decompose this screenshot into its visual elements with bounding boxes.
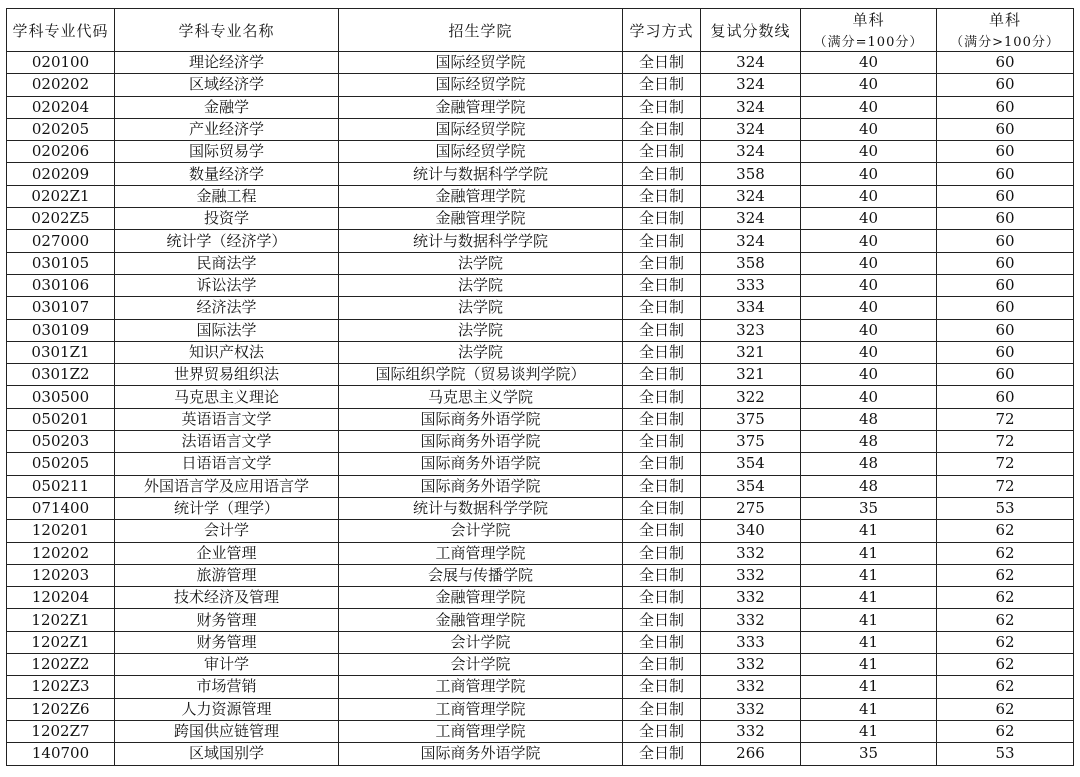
cell-single-a: 40 [801,230,937,252]
cell-single-b: 60 [937,274,1074,296]
cell-single-b: 53 [937,743,1074,765]
cell-code: 120201 [7,520,115,542]
cell-single-a: 40 [801,274,937,296]
cell-single-b: 62 [937,520,1074,542]
cell-name: 知识产权法 [115,341,339,363]
cell-name: 审计学 [115,654,339,676]
table-row [7,475,1074,497]
cell-college: 金融管理学院 [339,609,623,631]
cell-single-b: 72 [937,408,1074,430]
cell-name: 财务管理 [115,609,339,631]
table-header [7,9,1074,52]
cell-mode: 全日制 [623,475,701,497]
table-row [7,609,1074,631]
cell-code: 030109 [7,319,115,341]
cell-code: 020209 [7,163,115,185]
cell-single-b: 62 [937,587,1074,609]
cell-name: 英语语言文学 [115,408,339,430]
cell-college: 马克思主义学院 [339,386,623,408]
cell-single-b: 72 [937,453,1074,475]
table-row [7,408,1074,430]
cell-college: 会计学院 [339,520,623,542]
cell-single-a: 41 [801,676,937,698]
cell-code: 140700 [7,743,115,765]
cell-single-a: 40 [801,185,937,207]
cell-name: 技术经济及管理 [115,587,339,609]
cell-single-b: 62 [937,631,1074,653]
cell-single-b: 62 [937,609,1074,631]
cell-total: 333 [701,631,801,653]
cell-college: 金融管理学院 [339,208,623,230]
cell-code: 120204 [7,587,115,609]
cell-single-b: 60 [937,141,1074,163]
cell-name: 统计学（理学） [115,497,339,519]
cell-total: 332 [701,654,801,676]
header-single-b-note: （满分>100分） [937,31,1074,52]
cell-mode: 全日制 [623,676,701,698]
cell-code: 1202Z3 [7,676,115,698]
cell-single-a: 41 [801,542,937,564]
cell-single-a: 41 [801,564,937,586]
cell-total: 354 [701,475,801,497]
cell-single-a: 40 [801,52,937,74]
cell-name: 马克思主义理论 [115,386,339,408]
cell-total: 324 [701,230,801,252]
cell-name: 统计学（经济学） [115,230,339,252]
cell-code: 1202Z2 [7,654,115,676]
header-name: 学科专业名称 [115,9,339,52]
cell-single-a: 48 [801,408,937,430]
cell-mode: 全日制 [623,720,701,742]
cell-college: 会计学院 [339,654,623,676]
table-row [7,52,1074,74]
cell-mode: 全日制 [623,453,701,475]
cell-college: 统计与数据科学学院 [339,163,623,185]
table-row [7,163,1074,185]
cell-college: 法学院 [339,319,623,341]
cell-single-a: 41 [801,631,937,653]
cell-mode: 全日制 [623,609,701,631]
cell-single-a: 40 [801,319,937,341]
cell-total: 324 [701,141,801,163]
cell-college: 国际商务外语学院 [339,431,623,453]
header-total: 复试分数线 [701,9,801,52]
cell-total: 334 [701,297,801,319]
cell-single-a: 41 [801,520,937,542]
cell-college: 法学院 [339,297,623,319]
cell-mode: 全日制 [623,341,701,363]
cell-total: 324 [701,185,801,207]
cell-single-b: 60 [937,341,1074,363]
cell-mode: 全日制 [623,74,701,96]
cell-name: 旅游管理 [115,564,339,586]
table-row [7,185,1074,207]
cell-mode: 全日制 [623,163,701,185]
cell-mode: 全日制 [623,564,701,586]
cell-single-a: 41 [801,609,937,631]
cell-single-a: 35 [801,497,937,519]
cell-mode: 全日制 [623,542,701,564]
cell-code: 027000 [7,230,115,252]
cell-name: 民商法学 [115,252,339,274]
table-row [7,564,1074,586]
cell-total: 322 [701,386,801,408]
cell-mode: 全日制 [623,118,701,140]
cell-mode: 全日制 [623,52,701,74]
header-college: 招生学院 [339,9,623,52]
cell-name: 国际法学 [115,319,339,341]
cell-college: 工商管理学院 [339,698,623,720]
cell-single-b: 60 [937,74,1074,96]
cell-single-a: 40 [801,252,937,274]
cell-name: 诉讼法学 [115,274,339,296]
cell-mode: 全日制 [623,297,701,319]
cell-college: 法学院 [339,274,623,296]
cell-total: 332 [701,609,801,631]
cell-single-a: 35 [801,743,937,765]
cell-total: 324 [701,118,801,140]
table-row [7,74,1074,96]
cell-total: 332 [701,676,801,698]
cell-mode: 全日制 [623,497,701,519]
cell-single-b: 60 [937,230,1074,252]
cell-single-b: 62 [937,698,1074,720]
cell-single-b: 60 [937,185,1074,207]
cell-name: 金融工程 [115,185,339,207]
cell-mode: 全日制 [623,230,701,252]
cell-mode: 全日制 [623,631,701,653]
cell-total: 266 [701,743,801,765]
cell-single-b: 60 [937,52,1074,74]
cell-code: 020202 [7,74,115,96]
cell-single-b: 60 [937,163,1074,185]
cell-total: 358 [701,252,801,274]
cell-single-a: 48 [801,475,937,497]
header-mode: 学习方式 [623,9,701,52]
cell-code: 030500 [7,386,115,408]
cell-single-b: 72 [937,475,1074,497]
cell-single-a: 40 [801,297,937,319]
cell-college: 国际商务外语学院 [339,453,623,475]
cell-total: 332 [701,542,801,564]
cell-single-b: 62 [937,654,1074,676]
cell-single-a: 40 [801,74,937,96]
cell-single-a: 40 [801,341,937,363]
table-row [7,631,1074,653]
cell-college: 国际商务外语学院 [339,408,623,430]
cell-total: 333 [701,274,801,296]
header-code: 学科专业代码 [7,9,115,52]
table-row [7,364,1074,386]
cell-college: 国际经贸学院 [339,52,623,74]
cell-single-a: 41 [801,698,937,720]
cell-mode: 全日制 [623,654,701,676]
cell-mode: 全日制 [623,319,701,341]
cell-code: 071400 [7,497,115,519]
cell-college: 工商管理学院 [339,720,623,742]
cell-college: 统计与数据科学学院 [339,230,623,252]
cell-single-a: 40 [801,364,937,386]
cell-name: 金融学 [115,96,339,118]
cell-code: 050211 [7,475,115,497]
cell-single-b: 60 [937,118,1074,140]
cell-name: 区域经济学 [115,74,339,96]
cell-name: 日语语言文学 [115,453,339,475]
cell-total: 275 [701,497,801,519]
table-row [7,698,1074,720]
cell-single-b: 60 [937,208,1074,230]
cell-code: 030105 [7,252,115,274]
table-row [7,542,1074,564]
cell-college: 国际组织学院（贸易谈判学院） [339,364,623,386]
cell-single-a: 41 [801,587,937,609]
cell-mode: 全日制 [623,743,701,765]
cell-total: 324 [701,208,801,230]
cell-name: 数量经济学 [115,163,339,185]
cell-single-b: 60 [937,319,1074,341]
cell-code: 1202Z6 [7,698,115,720]
cell-single-b: 72 [937,431,1074,453]
cell-code: 1202Z7 [7,720,115,742]
table-row [7,341,1074,363]
cell-mode: 全日制 [623,520,701,542]
cell-college: 法学院 [339,252,623,274]
cell-single-a: 41 [801,720,937,742]
cell-single-a: 40 [801,96,937,118]
cell-name: 企业管理 [115,542,339,564]
table-row [7,141,1074,163]
cell-code: 050201 [7,408,115,430]
cell-single-b: 62 [937,720,1074,742]
table-row [7,720,1074,742]
cell-code: 1202Z1 [7,609,115,631]
cell-total: 354 [701,453,801,475]
cell-code: 050203 [7,431,115,453]
cell-total: 323 [701,319,801,341]
cell-mode: 全日制 [623,274,701,296]
cell-total: 324 [701,96,801,118]
cell-single-b: 60 [937,364,1074,386]
cell-total: 324 [701,52,801,74]
cell-name: 产业经济学 [115,118,339,140]
cell-single-a: 41 [801,654,937,676]
table-row [7,431,1074,453]
cell-mode: 全日制 [623,698,701,720]
cell-college: 国际商务外语学院 [339,743,623,765]
cell-single-b: 60 [937,252,1074,274]
cell-college: 国际经贸学院 [339,118,623,140]
cell-single-a: 40 [801,163,937,185]
cell-single-b: 53 [937,497,1074,519]
cell-single-b: 60 [937,386,1074,408]
cell-name: 跨国供应链管理 [115,720,339,742]
cell-college: 金融管理学院 [339,185,623,207]
cell-name: 国际贸易学 [115,141,339,163]
header-single-a-note: （满分=100分） [801,31,937,52]
cell-total: 375 [701,408,801,430]
cell-code: 1202Z1 [7,631,115,653]
cell-total: 358 [701,163,801,185]
cell-code: 0202Z1 [7,185,115,207]
cell-code: 120203 [7,564,115,586]
cell-name: 外国语言学及应用语言学 [115,475,339,497]
cell-mode: 全日制 [623,431,701,453]
table-row [7,386,1074,408]
cell-mode: 全日制 [623,587,701,609]
cell-total: 332 [701,587,801,609]
cell-mode: 全日制 [623,208,701,230]
table-row [7,96,1074,118]
cell-college: 金融管理学院 [339,96,623,118]
cell-code: 050205 [7,453,115,475]
cell-code: 020205 [7,118,115,140]
cell-name: 法语语言文学 [115,431,339,453]
table-row [7,230,1074,252]
table-row [7,520,1074,542]
table-body [7,52,1074,766]
table-row [7,319,1074,341]
cell-code: 0301Z2 [7,364,115,386]
cell-name: 理论经济学 [115,52,339,74]
cell-single-b: 62 [937,542,1074,564]
cell-single-b: 60 [937,297,1074,319]
cell-total: 324 [701,74,801,96]
cell-name: 市场营销 [115,676,339,698]
cell-mode: 全日制 [623,408,701,430]
cell-mode: 全日制 [623,252,701,274]
cell-total: 340 [701,520,801,542]
cell-code: 0301Z1 [7,341,115,363]
table-row [7,118,1074,140]
cell-college: 法学院 [339,341,623,363]
cell-college: 会计学院 [339,631,623,653]
cell-code: 120202 [7,542,115,564]
cell-mode: 全日制 [623,96,701,118]
cell-college: 国际经贸学院 [339,74,623,96]
cell-college: 会展与传播学院 [339,564,623,586]
header-single-a-title: 单科 [801,9,937,31]
cell-single-a: 40 [801,118,937,140]
table-row [7,743,1074,765]
score-table [6,8,1074,766]
table-row [7,497,1074,519]
cell-single-a: 48 [801,431,937,453]
cell-code: 020100 [7,52,115,74]
cell-name: 财务管理 [115,631,339,653]
cell-name: 人力资源管理 [115,698,339,720]
table-row [7,297,1074,319]
header-single-b-title: 单科 [937,9,1074,31]
cell-college: 金融管理学院 [339,587,623,609]
cell-name: 世界贸易组织法 [115,364,339,386]
cell-code: 020204 [7,96,115,118]
cell-name: 投资学 [115,208,339,230]
cell-college: 国际商务外语学院 [339,475,623,497]
cell-single-a: 48 [801,453,937,475]
cell-single-a: 40 [801,386,937,408]
table-row [7,654,1074,676]
cell-mode: 全日制 [623,386,701,408]
cell-college: 国际经贸学院 [339,141,623,163]
table-row [7,208,1074,230]
cell-single-b: 62 [937,676,1074,698]
cell-college: 工商管理学院 [339,542,623,564]
cell-mode: 全日制 [623,364,701,386]
cell-name: 会计学 [115,520,339,542]
cell-single-a: 40 [801,208,937,230]
cell-total: 375 [701,431,801,453]
cell-total: 332 [701,720,801,742]
cell-name: 经济法学 [115,297,339,319]
cell-mode: 全日制 [623,185,701,207]
cell-single-a: 40 [801,141,937,163]
cell-total: 332 [701,698,801,720]
cell-code: 030106 [7,274,115,296]
cell-single-b: 60 [937,96,1074,118]
cell-code: 0202Z5 [7,208,115,230]
cell-college: 工商管理学院 [339,676,623,698]
cell-single-b: 62 [937,564,1074,586]
table-row [7,252,1074,274]
cell-total: 321 [701,341,801,363]
cell-name: 区域国别学 [115,743,339,765]
cell-total: 321 [701,364,801,386]
table-row [7,453,1074,475]
cell-mode: 全日制 [623,141,701,163]
cell-total: 332 [701,564,801,586]
cell-college: 统计与数据科学学院 [339,497,623,519]
cell-code: 020206 [7,141,115,163]
cell-code: 030107 [7,297,115,319]
table-row [7,587,1074,609]
table-row [7,676,1074,698]
table-row [7,274,1074,296]
